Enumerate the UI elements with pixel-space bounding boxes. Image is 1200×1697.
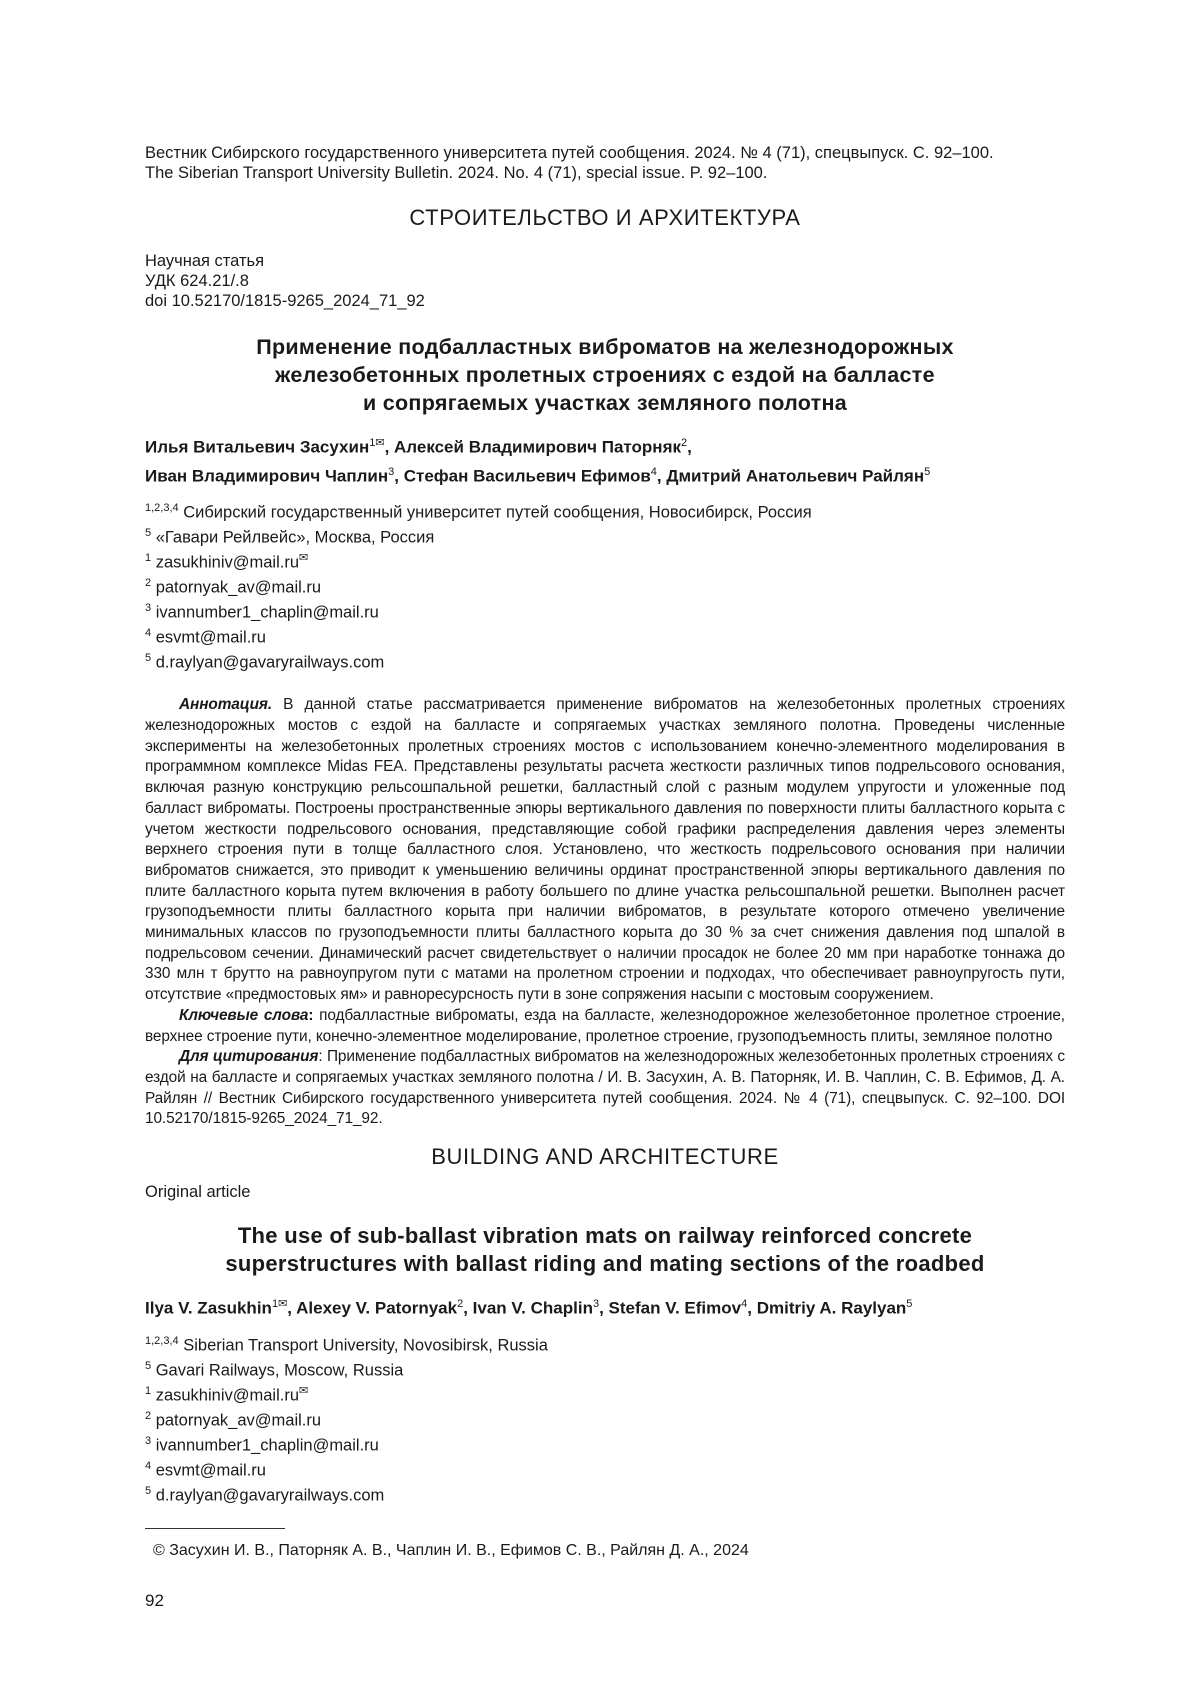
- doi: doi 10.52170/1815-9265_2024_71_92: [145, 292, 425, 310]
- article-page: [145, 143, 1065, 1611]
- email-line: $^5$ d.raylyan@gavaryrailways.com: [145, 1484, 385, 1505]
- article-title-ru: [145, 333, 1065, 417]
- email-line: $^2$ patornyak_av@mail.ru: [145, 577, 322, 597]
- citation-text: Применение подбалластных виброматов на железнодорожных железобетонных пролетных строениях с ездой на балласте и сопрягаемых участках земляного полотна / И. В. Засухин, А. В. Паторняк, И. В. Чаплин, С. В. Ефимов, Д. А. Райлян // Вестник Сибирского государственного университета путей сообщения. 2024. № 4 (71), спецвыпуск. С. 92–100. DOI 10.52170/1815-9265_2024_71_92.: [145, 1048, 1065, 1128]
- affiliation-line: $^{1,2,3,4}$ Сибирский государственный университет путей сообщения, Новосибирск, Россия: [145, 502, 812, 522]
- article-title-en: [145, 1222, 1065, 1278]
- author-name: Alexey V. Patornyak: [296, 1298, 458, 1318]
- affiliation-line: $^{1,2,3,4}$ Siberian Transport University, Novosibirsk, Russia: [145, 1334, 548, 1355]
- email-line: $^4$ esvmt@mail.ru: [145, 1459, 266, 1480]
- affiliation-line: $^5$ «Гавари Рейлвейс», Москва, Россия: [145, 527, 435, 547]
- journal-citation-en: The Siberian Transport University Bulletin. 2024. No. 4 (71), special issue. P. 92–100.: [145, 164, 768, 182]
- email-line: $^4$ esvmt@mail.ru: [145, 627, 266, 647]
- email-link[interactable]: ivannumber1_chaplin@mail.ru: [151, 1436, 379, 1455]
- email-link[interactable]: zasukhiniv@mail.ru: [151, 553, 300, 572]
- title-line: Применение подбалластных виброматов на железнодорожных: [256, 335, 954, 359]
- keywords-label: Ключевые слова: [179, 1006, 309, 1024]
- title-line: и сопрягаемых участках земляного полотна: [362, 391, 848, 415]
- author-index: 3: [388, 465, 395, 478]
- authors-en: Ilya V. Zasukhin$^1$✉, Alexey V. Patornyak$^2$, Ivan V. Chaplin$^3$, Stefan V. Efimov$^4$, Dmitriy A. Raylyan$^5$: [145, 1298, 913, 1318]
- title-line: железобетонных пролетных строениях с ездой на балласте: [275, 363, 935, 387]
- journal-header: [145, 143, 1065, 183]
- page-number: 92: [145, 1590, 164, 1610]
- author-name: Ilya V. Zasukhin: [145, 1298, 272, 1318]
- affiliations-ru: [145, 498, 1065, 673]
- article-type: Научная статья: [145, 252, 265, 270]
- email-link[interactable]: ivannumber1_chaplin@mail.ru: [151, 603, 379, 622]
- keywords-text: подбалластные виброматы, езда на балласте, железнодорожное железобетонное пролетное строение, верхнее строение пути, конечно-элементное моделирование, пролетное строение, грузоподъемность плиты, земляное полотно: [145, 1006, 1065, 1045]
- email-link[interactable]: d.raylyan@gavaryrailways.com: [151, 1486, 385, 1505]
- author-index: 4: [650, 465, 657, 478]
- author-name: Stefan V. Efimov: [608, 1298, 742, 1318]
- email-line: $^5$ d.raylyan@gavaryrailways.com: [145, 652, 385, 672]
- author-index: 1: [369, 437, 376, 449]
- copyright-notice: © Засухин И. В., Паторняк А. В., Чаплин И. В., Ефимов С. В., Райлян Д. А., 2024: [153, 1541, 749, 1559]
- author-index: 5: [924, 465, 931, 478]
- article-meta: [145, 251, 1065, 311]
- author-name: Алексей Владимирович Паторняк: [394, 437, 681, 457]
- section-heading-en: BUILDING AND ARCHITECTURE: [431, 1144, 779, 1170]
- email-line: $^2$ patornyak_av@mail.ru: [145, 1409, 322, 1430]
- footnote-divider: [145, 1528, 285, 1529]
- author-index: 2: [681, 437, 688, 449]
- affiliation-line: $^5$ Gavari Railways, Moscow, Russia: [145, 1359, 404, 1380]
- author-name: Иван Владимирович Чаплин: [145, 466, 389, 486]
- udk-code: УДК 624.21/.8: [145, 272, 249, 290]
- title-line: The use of sub-ballast vibration mats on railway reinforced concrete: [237, 1223, 973, 1249]
- email-link[interactable]: zasukhiniv@mail.ru: [151, 1386, 300, 1405]
- article-type-en: Original article: [145, 1183, 251, 1202]
- citation: Для цитирования: Применение подбалластных виброматов на железнодорожных железобетонных пролетных строениях с ездой на балласте и сопрягаемых участках земляного полотна / И. В. Засухин, А. В. Паторняк, И. В. Чаплин, С. В. Ефимов, Д. А. Райлян // Вестник Сибирского государственного университета путей сообщения. 2024. № 4 (71), спецвыпуск. С. 92–100. DOI 10.52170/1815-9265_2024_71_92.: [145, 1048, 1065, 1128]
- author-name: Ivan V. Chaplin: [472, 1298, 593, 1318]
- email-link[interactable]: d.raylyan@gavaryrailways.com: [151, 653, 385, 672]
- author-name: Стефан Васильевич Ефимов: [403, 466, 651, 486]
- email-link[interactable]: patornyak_av@mail.ru: [151, 578, 322, 597]
- abstract-block: [145, 695, 1065, 1130]
- keywords: Ключевые слова: подбалластные виброматы, езда на балласте, железнодорожное железобетонное пролетное строение, верхнее строение пути, конечно-элементное моделирование, пролетное строение, грузоподъемность плиты, земляное полотно: [145, 1006, 1065, 1045]
- email-line: $^3$ ivannumber1_chaplin@mail.ru: [145, 1434, 379, 1455]
- email-link[interactable]: esvmt@mail.ru: [151, 628, 266, 647]
- email-link[interactable]: patornyak_av@mail.ru: [151, 1411, 322, 1430]
- authors-ru: Илья Витальевич Засухин$^1$✉, Алексей Владимирович Паторняк$^2$, Иван Владимирович Чаплин$^3$, Стефан Васильевич Ефимов$^4$, Дмитрий Анатольевич Райлян$^5$: [145, 437, 931, 486]
- abstract-label: Аннотация.: [179, 696, 273, 714]
- author-name: Dmitriy A. Raylyan: [756, 1298, 907, 1318]
- affiliations-en: [145, 1331, 1065, 1506]
- email-link[interactable]: esvmt@mail.ru: [151, 1461, 266, 1480]
- journal-citation-ru: Вестник Сибирского государственного университета путей сообщения. 2024. № 4 (71), спецвыпуск. С. 92–100.: [145, 144, 994, 162]
- abstract: [145, 695, 1065, 1006]
- citation-label: Для цитирования: [179, 1048, 319, 1066]
- email-line: $^1$ zasukhiniv@mail.ru✉: [145, 1384, 309, 1405]
- abstract-text: В данной статье рассматривается применение виброматов на железобетонных пролетных строениях железнодорожных мостов с ездой на балласте и сопрягаемых участках земляного полотна. Проведены численные эксперименты на железобетонных пролетных строениях мостов с использованием конечно-элементного моделирования в программном комплексе Midas FEA. Представлены результаты расчета жесткости различных типов подрельсового основания, включая разную конструкцию рельсошпальной решетки, балластный слой с разным модулем упругости и уложенные под балласт виброматы. Построены пространственные эпюры вертикального давления по поверхности плиты балластного корыта с учетом жесткости подрельсового основания, представляющие собой графики распределения давления через элементы верхнего строения пути в толще балластного слоя. Установлено, что жесткость подрельсового основания при наличии виброматов снижается, это приводит к уменьшению величины ординат пространственной эпюры вертикального давления по плите балластного корыта путем включения в работу большего по длине участка рельсошпальной решетки. Выполнен расчет грузоподъемности плиты балластного корыта при наличии виброматов, в результате которого отмечено увеличение минимальных классов по грузоподъемности плиты балластного корыта до 30 % за счет снижения давления под шпалой в подрельсовом сечении. Динамический расчет свидетельствует о наличии просадок не более 20 мм при наработке тоннажа до 330 млн т брутто на равноупругом пути с матами на пролетном строении и подходах, что обеспечивает равноупругость пути, отсутствие «предмостовых ям» и равноресурсность пути в зоне сопряжения насыпи с мостовым сооружением.: [145, 696, 1065, 1004]
- section-heading-ru: СТРОИТЕЛЬСТВО И АРХИТЕКТУРА: [409, 205, 801, 230]
- email-line: $^3$ ivannumber1_chaplin@mail.ru: [145, 602, 379, 622]
- author-name: Илья Витальевич Засухин: [145, 437, 370, 457]
- author-name: Дмитрий Анатольевич Райлян: [666, 466, 925, 486]
- email-line: $^1$ zasukhiniv@mail.ru✉: [145, 552, 309, 572]
- title-line: superstructures with ballast riding and mating sections of the roadbed: [225, 1251, 985, 1277]
